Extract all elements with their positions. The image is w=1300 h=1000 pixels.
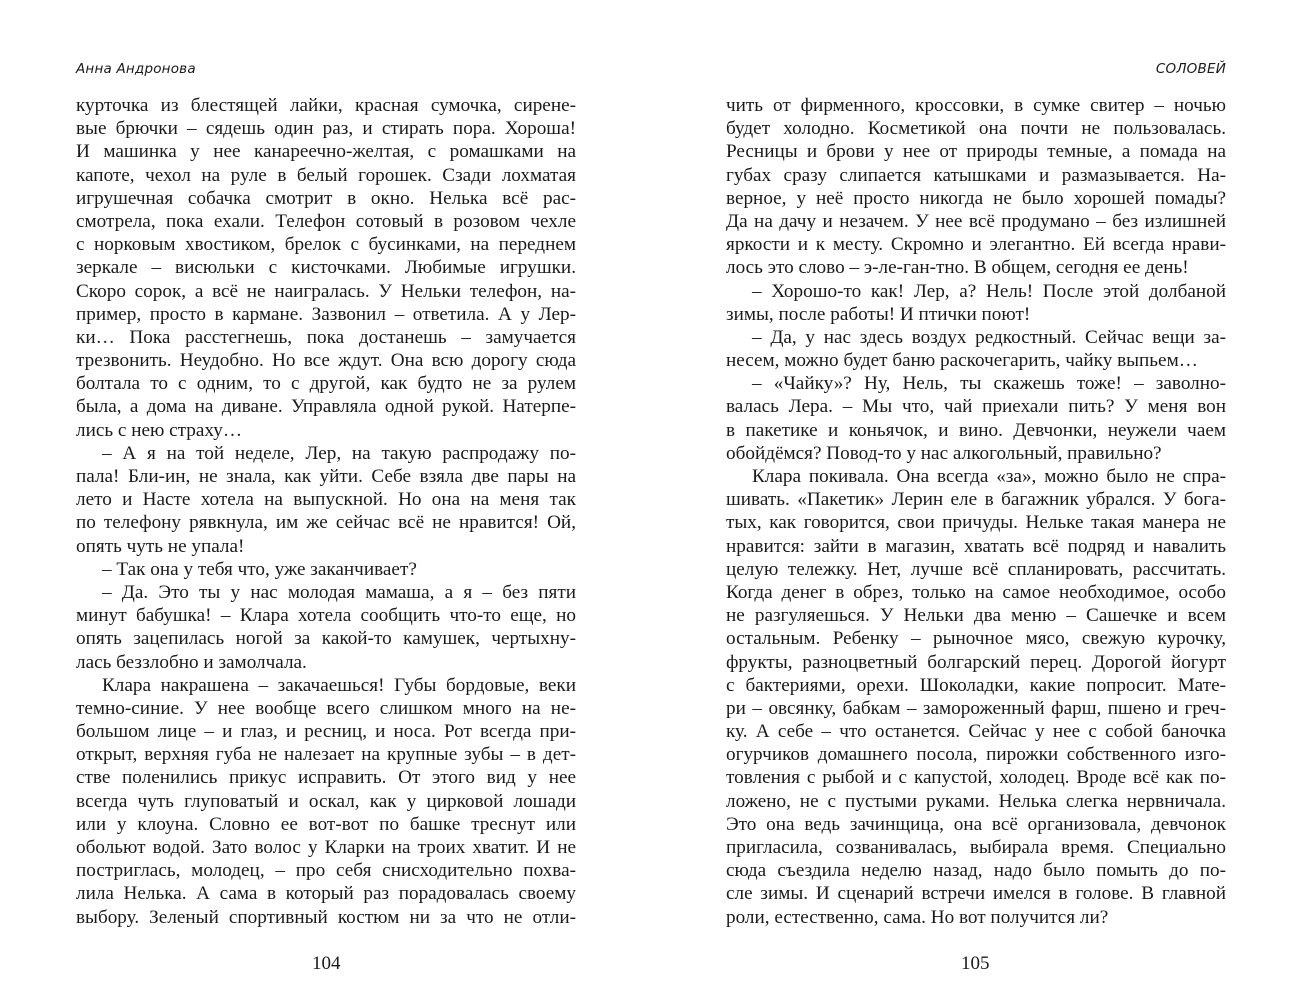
text-line: Скоро сорок, а всё не наигралась. У Нельки телефон, на- <box>76 280 576 302</box>
text-line: трезвонить. Неудобно. Но все ждут. Она всю дорогу сюда <box>76 350 576 372</box>
text-line: лась беззлобно и замолчала. <box>76 651 307 673</box>
text-line: по телефону рявкнула, им же сейчас всё не нравится! Ой, <box>76 512 576 534</box>
text-line: – Да. Это ты у нас молодая мамаша, а я – без пяти <box>102 581 576 603</box>
text-line: с бактериями, орехи. Шоколадки, какие попросит. Мате- <box>726 674 1226 696</box>
text-line: – Хорошо-то как! Лер, а? Нель! После этой долбаной <box>752 280 1226 302</box>
text-line: лись с нею страху… <box>76 419 243 441</box>
text-line: лила Нелька. А сама в который раз порадовалась своему <box>76 883 576 905</box>
text-line: опять чуть не упала! <box>76 535 245 557</box>
text-line: Ресницы и брови у нее от природы темные, а помада на <box>726 141 1226 163</box>
text-line: с норковым хвостиком, брелок с бусинками, на переднем <box>76 234 576 256</box>
body-text <box>726 94 1226 929</box>
text-line: зимы, после работы! И птички поют! <box>726 303 1031 325</box>
text-line: всегда чуть глуповатый и оскал, как у цирковой лошади <box>76 790 576 812</box>
text-line: целую тележку. Нет, лучше всё спланировать, рассчитать. <box>726 558 1226 580</box>
text-line: фрукты, разноцветный болгарский перец. Дорогой йогурт <box>726 651 1226 673</box>
text-line: яркости и к месту. Скромно и элегантно. Ей всегда нрави- <box>726 234 1226 256</box>
text-line: товления с рыбой и с капустой, холодец. Вроде всё как по- <box>726 767 1226 789</box>
text-line: игрушечная собачка смотрит в окно. Нелька всё рас- <box>76 187 576 209</box>
text-line: пала! Бли-ин, не знала, как уйти. Себе взяла две пары на <box>76 466 576 487</box>
text-line: вые брючки – сядешь один раз, и стирать пора. Хороша! <box>76 118 576 140</box>
text-line: несем, можно будет баню раскочегарить, чайку выпьем… <box>726 350 1198 372</box>
text-line: лето и Насте хотела на выпускной. Но она на меня так <box>76 489 576 511</box>
text-line: нравится: зайти в магазин, хватать всё подряд и навалить <box>726 535 1226 557</box>
text-line: ку. А себе – что останется. Сейчас у нее с собой баночка <box>726 721 1226 743</box>
text-line: – Да, у нас здесь воздух редкостный. Сейчас вещи за- <box>752 326 1226 348</box>
text-line: обольют водой. Зато волос у Кларки на троих хватит. И не <box>76 837 576 858</box>
text-line: Клара покивала. Она всегда «за», можно было не спра- <box>752 466 1226 487</box>
right-page <box>650 0 1300 1000</box>
text-line: или у клоуна. Словно ее вот-вот по башке треснут или <box>76 813 576 835</box>
text-line: опять зацепилась ногой за какой-то камушек, чертыхну- <box>76 628 576 650</box>
text-line: курточка из блестящей лайки, красная сумочка, сирене- <box>76 95 576 116</box>
text-line: стве поленились прикус исправить. От этого вид у нее <box>76 767 576 789</box>
text-line: остальным. Ребенку – рыночное мясо, свежую курочку, <box>726 628 1226 650</box>
text-line: Когда денег в обрез, только на самое необходимое, особо <box>726 581 1226 603</box>
text-line: верное, у неё просто никогда не было хорошей помады? <box>726 187 1226 209</box>
text-line: ложено, не с пустыми руками. Нелька слегка нервничала. <box>726 790 1226 812</box>
text-line: пример, просто в кармане. Зазвонил – ответила. А у Лер- <box>76 303 576 325</box>
text-line: болтала то с одним, то с другой, как будто не за рулем <box>76 373 576 395</box>
text-line: роли, естественно, сама. Но вот получится ли? <box>726 906 1109 928</box>
text-line: сюда съездила неделю назад, надо было помыть до по- <box>726 860 1226 882</box>
running-head-title: СОЛОВЕЙ <box>1155 61 1226 77</box>
text-line: – «Чайку»? Ну, Нель, ты скажешь тоже! – заволно- <box>752 373 1226 395</box>
text-line: сле зимы. И сценарий встречи имелся в голове. В главной <box>726 883 1226 905</box>
running-head-author: Анна Андронова <box>76 61 196 77</box>
text-line: чить от фирменного, кроссовки, в сумке свитер – ночью <box>726 95 1226 116</box>
text-line: минут бабушка! – Клара хотела сообщить что-то еще, но <box>76 605 576 627</box>
text-line: ри – овсянку, бабкам – замороженный фарш, пшено и греч- <box>726 697 1226 719</box>
text-line: открыт, верхняя губа не налезает на крупные зубы – в дет- <box>76 744 576 766</box>
text-line: была, а дома на диване. Управляла одной рукой. Натерпе- <box>76 396 576 418</box>
text-line: будет холодно. Косметикой она почти не пользовалась. <box>726 118 1226 140</box>
page-number-value: 104 <box>312 953 341 974</box>
body-text <box>76 94 576 929</box>
text-line: огурчиков домашнего посола, пирожки собственного изго- <box>726 744 1226 766</box>
text-line: темно-синие. У нее вообще всего слишком много на не- <box>76 697 576 719</box>
text-line: Клара накрашена – закачаешься! Губы бордовые, веки <box>102 674 576 696</box>
text-line: – Так она у тебя что, уже заканчивает? <box>102 558 417 580</box>
text-line: не разгуляешься. У Нельки два меню – Сашечке и всем <box>726 605 1226 627</box>
text-line: лось это слово – э-ле-ган-тно. В общем, сегодня ее день! <box>726 257 1189 279</box>
text-line: капоте, чехол на руле в белый горошек. Сзади лохматая <box>76 164 576 186</box>
text-line: в пакетике и коньячок, и вино. Девчонки, неужели чаем <box>726 419 1226 441</box>
text-line: смотрела, пока ехали. Телефон сотовый в розовом чехле <box>76 210 576 232</box>
text-line: большом лице – и глаз, и ресниц, и носа. Рот всегда при- <box>76 721 576 743</box>
text-line: пригласила, созванивалась, выбирала время. Специально <box>726 837 1226 858</box>
text-line: шивать. «Пакетик» Лерин еле в багажник убрался. У бога- <box>726 489 1226 511</box>
page-number-value: 105 <box>961 953 990 974</box>
text-line: – А я на той неделе, Лер, на такую распродажу по- <box>102 442 576 464</box>
text-line: Это она ведь зачинщица, она всё организовала, девчонок <box>726 813 1226 835</box>
text-line: зеркале – висюльки с кисточками. Любимые игрушки. <box>76 257 576 279</box>
text-line: тых, как говорится, свои причуды. Нельке такая манера не <box>726 512 1226 534</box>
text-line: ки… Пока расстегнешь, пока достанешь – замучается <box>76 326 576 348</box>
text-line: Да на дачу и незачем. У нее всё продумано – без излишней <box>726 210 1226 232</box>
text-line: И машинка у нее канареечно-желтая, с ромашками на <box>76 141 576 163</box>
text-line: постриглась, молодец, – про себя снисходительно похва- <box>76 860 576 882</box>
text-line: валась Лера. – Мы что, чай приехали пить? У меня вон <box>726 396 1226 418</box>
text-line: выбору. Зеленый спортивный костюм ни за что не отли- <box>76 906 576 928</box>
text-line: губах сразу слипается катышками и размазывается. На- <box>726 164 1226 186</box>
text-line: обойдёмся? Повод-то у нас алкогольный, правильно? <box>726 442 1162 464</box>
